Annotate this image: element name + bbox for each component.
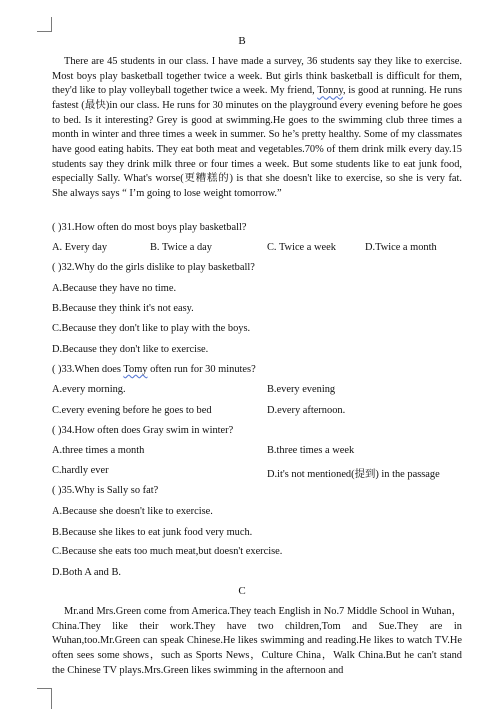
q32-option-c: C.Because they don't like to play with the boys. — [52, 323, 251, 334]
q33-option-c: C.every evening before he goes to bed — [52, 405, 212, 416]
section-b-passage — [52, 55, 462, 202]
q32-option-b: B.Because they think it's not easy. — [52, 303, 194, 314]
crop-mark-bottom-left — [37, 688, 52, 709]
section-c-heading: C — [238, 585, 246, 597]
q33-name-tomy: Tomy — [123, 364, 148, 375]
q31-option-a: A. Every day — [52, 242, 108, 253]
q35-option-c: C.Because she eats too much meat,but doesn't exercise. — [52, 546, 283, 557]
q33-stem-prefix: ( )33.When does — [52, 364, 124, 375]
q31-option-c: C. Twice a week — [267, 242, 336, 253]
q35-option-b: B.Because she likes to eat junk food very much. — [52, 527, 253, 538]
q33-stem-suffix: often run for 30 minutes? — [147, 364, 256, 375]
passage-text-part-1: There are 45 students in our class. I have made a survey, 36 students say they like to exercise. Most boys play basketball together twice a week. But girls think basketball is difficult for them, they'd like to play volleyball together twice a week. My friend, — [52, 56, 462, 97]
section-b-heading: B — [238, 35, 246, 47]
question-33-stem — [52, 364, 256, 375]
q32-option-d: D.Because they don't like to exercise. — [52, 344, 209, 355]
q31-option-b: B. Twice a day — [150, 242, 212, 253]
q34-option-c: C.hardly ever — [52, 465, 109, 476]
q32-option-a: A.Because they have no time. — [52, 283, 177, 294]
question-35-stem: ( )35.Why is Sally so fat? — [52, 485, 159, 496]
section-c-passage — [52, 605, 462, 678]
q34-option-b: B.three times a week — [267, 445, 355, 456]
passage-text-part-2: , is good at running. He runs fastest (最快)in our class. He runs for 30 minutes on the playground every evening before he goes to bed. Is it interesting? Grey is good at swimming.He goes to the swimming club three times a month in winter and three times a week in summer. So he’s pretty healthy. Some of my classmates have good eating habits. They eat both meat and vegetables.70% of them drink milk every day.15 students say they drink milk three or four times a week. But some students like to eat junk food, especially Sally. What's worse(更糟糕的) is that she doesn't like to exercise, so she is very fat. She always says “ I’m going to lose weight tomorrow.” — [52, 85, 463, 199]
question-31-stem: ( )31.How often do most boys play basketball? — [52, 222, 247, 233]
q33-option-b: B.every evening — [267, 384, 336, 395]
q34-option-a: A.three times a month — [52, 445, 145, 456]
crop-mark-top-left — [37, 17, 52, 32]
section-c-passage-text: Mr.and Mrs.Green come from America.They teach English in No.7 Middle School in Wuhan，China.They like their work.They have two children,Tom and Sue.They are in Wuhan,too.Mr.Green can speak Chinese.He likes swimming and reading.He likes to watch TV.He often sees some shows，such as Sports News，Culture China，Walk China.But he can't stand the Chinese TV plays.Mrs.Green likes swimming in the afternoon and — [52, 606, 462, 676]
q34-option-d: D.it's not mentioned(提到) in the passage — [267, 469, 440, 480]
q33-option-d: D.every afternoon. — [267, 405, 346, 416]
q31-option-d: D.Twice a month — [365, 242, 437, 253]
question-32-stem: ( )32.Why do the girls dislike to play basketball? — [52, 262, 255, 273]
question-34-stem: ( )34.How often does Gray swim in winter? — [52, 425, 234, 436]
passage-name-tonny: Tonny — [317, 85, 343, 97]
q33-option-a: A.every morning. — [52, 384, 126, 395]
q35-option-d: D.Both A and B. — [52, 567, 121, 578]
q35-option-a: A.Because she doesn't like to exercise. — [52, 506, 213, 517]
